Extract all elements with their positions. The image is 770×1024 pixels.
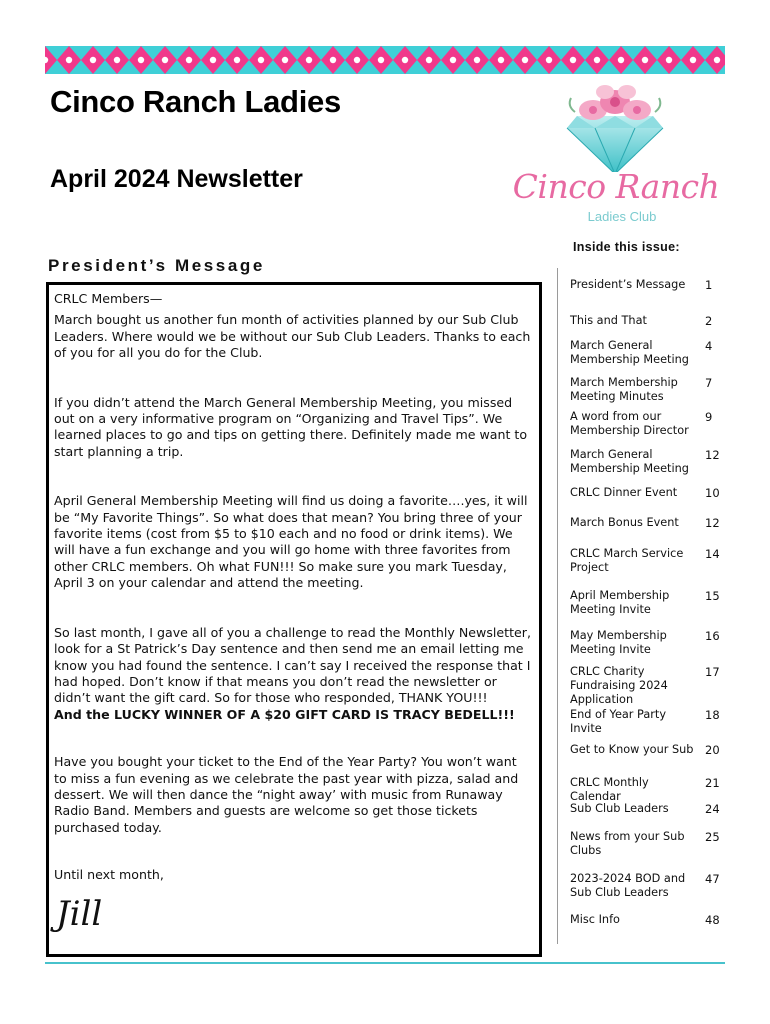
toc-item-title: CRLC March Service Project <box>570 547 684 574</box>
border-dot <box>666 57 672 63</box>
toc-item-title: March Bonus Event <box>570 516 679 529</box>
table-of-contents <box>557 268 726 944</box>
border-dot <box>378 57 384 63</box>
club-logo <box>505 82 727 232</box>
toc-item-title: News from your Sub Clubs <box>570 830 685 857</box>
toc-item-page: 47 <box>705 872 720 886</box>
toc-item-page: 12 <box>705 448 720 462</box>
border-dot <box>186 57 192 63</box>
toc-item-page: 2 <box>705 314 713 328</box>
toc-item-page: 1 <box>705 278 713 292</box>
closing: Until next month, <box>54 867 164 883</box>
toc-item-page: 48 <box>705 913 720 927</box>
border-dot <box>90 57 96 63</box>
toc-item-title: A word from our Membership Director <box>570 410 689 437</box>
border-dot <box>474 57 480 63</box>
diamond-flower-icon <box>505 82 727 172</box>
border-dot <box>258 57 264 63</box>
border-dot <box>402 57 408 63</box>
border-dot <box>234 57 240 63</box>
message-paragraph: Have you bought your ticket to the End of the Year Party? You won’t want to miss a fun evening as we celebrate the past year with pizza, salad and dessert. We will then dance the “night away’ with music from Runaway Radio Band. Members and guests are welcome so get those tickets purchased today. <box>54 754 519 835</box>
toc-item-title: Sub Club Leaders <box>570 802 669 815</box>
toc-item-title: CRLC Monthly Calendar <box>570 776 649 803</box>
border-dot <box>138 57 144 63</box>
toc-heading: Inside this issue: <box>573 240 680 254</box>
toc-item-title: May Membership Meeting Invite <box>570 629 667 656</box>
border-dot <box>450 57 456 63</box>
toc-item-title: End of Year Party Invite <box>570 708 667 735</box>
message-paragraph: March bought us another fun month of activities planned by our Sub Club Leaders. Where would we be without our Sub Club Leaders. Thanks to each of you for all you do for the Club. <box>54 312 531 361</box>
signature: Jill <box>56 893 103 934</box>
toc-item-title: This and That <box>570 314 647 327</box>
toc-item-page: 20 <box>705 743 720 757</box>
toc-item-page: 24 <box>705 802 720 816</box>
toc-item-page: 10 <box>705 486 720 500</box>
winner-announcement: And the LUCKY WINNER OF A $20 GIFT CARD IS TRACY BEDELL!!! <box>54 706 515 722</box>
newsletter-title: Cinco Ranch Ladies <box>50 84 341 119</box>
toc-item-title: March Membership Meeting Minutes <box>570 376 678 403</box>
toc-item-title: President’s Message <box>570 278 686 291</box>
border-dot <box>330 57 336 63</box>
border-dot <box>714 57 720 63</box>
border-dot <box>162 57 168 63</box>
bottom-divider <box>45 962 725 964</box>
toc-item-page: 14 <box>705 547 720 561</box>
border-dot <box>570 57 576 63</box>
toc-item-title: Get to Know your Sub <box>570 743 694 756</box>
border-dot <box>618 57 624 63</box>
toc-item-page: 17 <box>705 665 720 679</box>
newsletter-issue: April 2024 Newsletter <box>50 165 303 193</box>
toc-item-page: 7 <box>705 376 713 390</box>
border-dot <box>546 57 552 63</box>
toc-item-title: Misc Info <box>570 913 620 926</box>
message-paragraph: April General Membership Meeting will find us doing a favorite….yes, it will be “My Favorite Things”. So what does that mean? You bring three of your favorite items (cost from $5 to $10 each and no food or drink items). We will have a fun exchange and you will go home with three favorites from other CRLC members. Oh what FUN!!! So make sure you mark Tuesday, April 3 on your calendar and attend the meeting. <box>54 493 528 591</box>
toc-item-title: CRLC Charity Fundraising 2024 Application <box>570 665 668 706</box>
toc-item-page: 21 <box>705 776 720 790</box>
border-dot <box>306 57 312 63</box>
message-paragraph: If you didn’t attend the March General Membership Meeting, you missed out on a very informative program on “Organizing and Travel Tips”. We learned places to go and tips on getting there. Definitely made me want to start planning a trip. <box>54 394 528 459</box>
border-dot <box>354 57 360 63</box>
toc-item-title: April Membership Meeting Invite <box>570 589 670 616</box>
border-dot <box>522 57 528 63</box>
toc-item-page: 15 <box>705 589 720 603</box>
toc-item-page: 9 <box>705 410 713 424</box>
toc-item-page: 4 <box>705 339 713 353</box>
toc-item-title: March General Membership Meeting <box>570 448 689 475</box>
toc-item-page: 25 <box>705 830 720 844</box>
border-dot <box>282 57 288 63</box>
section-heading: President’s Message <box>48 256 265 275</box>
border-dot <box>642 57 648 63</box>
toc-item-title: March General Membership Meeting <box>570 339 689 366</box>
border-dot <box>114 57 120 63</box>
presidents-message-box <box>46 282 542 957</box>
toc-item-page: 16 <box>705 629 720 643</box>
message-paragraph: So last month, I gave all of you a challenge to read the Monthly Newsletter, look for a St Patrick’s Day sentence and then send me an email letting me know you had found the sentence. I can’t say I received the response that I had hoped. Don’t know if that means you don’t read the newsletter or didn’t want the gift card. So for those who responded, THANK YOU!!! <box>54 624 531 706</box>
border-dot <box>66 57 72 63</box>
border-dot <box>210 57 216 63</box>
toc-item-page: 18 <box>705 708 720 722</box>
logo-sub-text: Ladies Club <box>587 209 657 224</box>
greeting: CRLC Members— <box>54 291 163 306</box>
toc-item-title: 2023-2024 BOD and Sub Club Leaders <box>570 872 686 899</box>
decorative-border <box>45 46 725 74</box>
border-dot <box>594 57 600 63</box>
border-dot <box>498 57 504 63</box>
border-dot <box>426 57 432 63</box>
logo-script-text: Cinco Ranch <box>512 167 720 206</box>
border-dot <box>690 57 696 63</box>
toc-item-title: CRLC Dinner Event <box>570 486 678 499</box>
toc-item-page: 12 <box>705 516 720 530</box>
